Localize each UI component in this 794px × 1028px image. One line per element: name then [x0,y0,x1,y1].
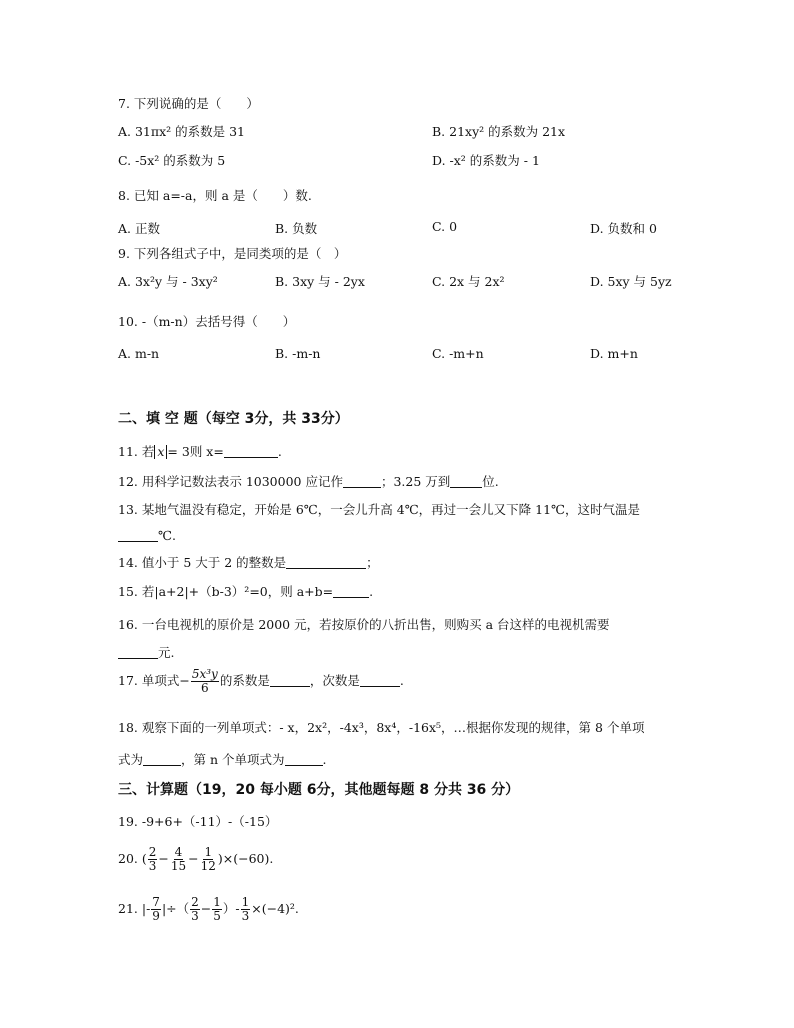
q13-blank[interactable] [118,529,158,542]
q21-fraction-1 [151,896,161,923]
q9-option-a: A. 3x²y 与 - 3xy² [118,274,218,289]
q21-fraction-4-num: 1 [241,895,250,909]
q20-suffix: )×(−60). [217,851,274,866]
q18-blank-2[interactable] [285,753,323,766]
q11-prefix: 11. 若 [118,444,155,459]
q16-line-2 [118,643,174,661]
q20-fraction-1 [148,846,158,873]
q19: 19. -9+6+（-11）-（-15） [118,814,278,829]
q21-fraction-2 [190,896,200,923]
q21-minus: − [200,901,212,916]
q21-fraction-1-num: 7 [152,895,160,909]
q16-line-1: 16. 一台电视机的原价是 2000 元，若按原价的八折出售，则购买 a 台这样的电视机需要 [118,617,610,632]
q16-suffix: 元. [158,645,175,660]
q15-blank[interactable] [333,585,369,598]
q20-fraction-1-num: 2 [148,845,157,859]
q18-blank-1[interactable] [143,753,181,766]
q21-fraction-3-den: 5 [213,909,221,923]
q11-blank[interactable] [224,445,278,458]
q18-line-1: 18. 观察下面的一列单项式：- x，2x²，-4x³，8x⁴，-16x⁵，…根据你发现的规律，第 8 个单项 [118,720,645,735]
q18-suffix: . [322,752,327,767]
q20-fraction-3-num: 1 [204,845,213,859]
q15-suffix: . [369,584,374,599]
q13-suffix: ℃. [158,528,176,543]
q17-fraction [191,668,219,695]
q8-option-d: D. 负数和 0 [590,221,657,236]
q20-fraction-2-den: 15 [170,859,187,873]
q21-fraction-3 [212,896,222,923]
q18-line-2 [118,750,327,768]
q21-prefix: 21. |- [118,901,151,916]
q21-fraction-2-num: 2 [191,895,199,909]
q10-option-c: C. -m+n [432,346,484,361]
section-2-heading: 二、填 空 题（每空 3分，共 33分） [118,411,349,427]
q12-blank-2[interactable] [450,475,482,488]
q21-fraction-4-den: 3 [241,909,250,923]
q15-prefix: 15. 若|a+2|+（b-3）²=0，则 a+b= [118,584,334,599]
q17-denominator: 6 [201,681,209,695]
q7-option-d: D. -x² 的系数为 - 1 [432,153,540,168]
q17-suffix: . [399,673,404,688]
q11-suffix: . [277,444,282,459]
q21-fraction-1-den: 9 [152,909,160,923]
q21-fraction-4 [241,896,251,923]
q21 [118,896,299,923]
q20-fraction-3 [200,846,217,873]
q8-option-c: C. 0 [432,219,458,234]
q20 [118,846,273,873]
q17-middle-2: ，次数是 [309,673,360,688]
q17-blank-2[interactable] [360,674,400,687]
q21-fraction-3-num: 1 [213,895,221,909]
q7-option-a: A. 31πx² 的系数是 31 [118,124,246,139]
q10-option-d: D. m+n [590,346,638,361]
q10-option-b: B. -m-n [275,346,321,361]
q10-option-a: A. m-n [118,346,160,361]
q17-blank-1[interactable] [270,674,310,687]
q12-middle: ；3.25 万到 [380,474,451,489]
q7-option-c: C. -5x² 的系数为 5 [118,153,226,168]
q12-suffix: 位. [482,474,499,489]
q17-prefix: 17. 单项式− [118,673,190,688]
q13-line-1: 13. 某地气温没有稳定，开始是 6℃，一会儿升高 4℃，再过一会儿又下降 11℃，这时气温是 [118,502,641,517]
q21-fraction-2-den: 3 [191,909,199,923]
q20-minus-2: − [188,851,199,866]
q17-numerator: 5x³y [191,667,218,681]
q14-suffix: ； [366,555,379,570]
q9-option-c: C. 2x 与 2x² [432,274,505,289]
q11 [118,442,282,460]
q20-fraction-3-den: 12 [200,859,216,873]
q12-blank-1[interactable] [343,475,381,488]
q14 [118,553,379,571]
q17 [118,668,404,695]
section-3-heading: 三、计算题（19，20 每小题 6分，其他题每题 8 分共 36 分） [118,782,520,798]
q21-middle-2: ）- [222,901,240,916]
q17-middle: 的系数是 [219,673,270,688]
q10-stem: 10. -（m-n）去括号得（ ） [118,314,296,329]
q8-option-a: A. 正数 [118,221,160,236]
q8-option-b: B. 负数 [275,221,318,236]
q20-fraction-2 [170,846,187,873]
q11-equation: = 3则 x= [167,444,224,459]
q9-option-b: B. 3xy 与 - 2yx [275,274,365,289]
q9-stem: 9. 下列各组式子中，是同类项的是（ ） [118,246,347,261]
q16-blank[interactable] [118,646,158,659]
q20-fraction-2-num: 4 [174,845,183,859]
q20-prefix: 20. ( [118,851,147,866]
q12 [118,472,499,490]
q20-minus-1: − [158,851,169,866]
q12-prefix: 12. 用科学记数法表示 1030000 应记作 [118,474,343,489]
q11-abs-value: x [154,445,167,459]
q20-fraction-1-den: 3 [148,859,157,873]
q18-middle: ，第 n 个单项式为 [181,752,285,767]
q21-suffix: ×(−4)². [251,901,299,916]
q7-stem: 7. 下列说确的是（ ） [118,96,259,111]
q14-prefix: 14. 值小于 5 大于 2 的整数是 [118,555,287,570]
q14-blank[interactable] [286,556,366,569]
q13-line-2 [118,528,176,543]
q7-option-b: B. 21xy² 的系数为 21x [432,124,566,139]
q9-option-d: D. 5xy 与 5yz [590,274,672,289]
q18-prefix: 式为 [118,752,144,767]
q21-middle: |÷（ [161,901,190,916]
q15 [118,582,373,600]
q8-stem: 8. 已知 a=-a，则 a 是（ ）数. [118,188,312,203]
